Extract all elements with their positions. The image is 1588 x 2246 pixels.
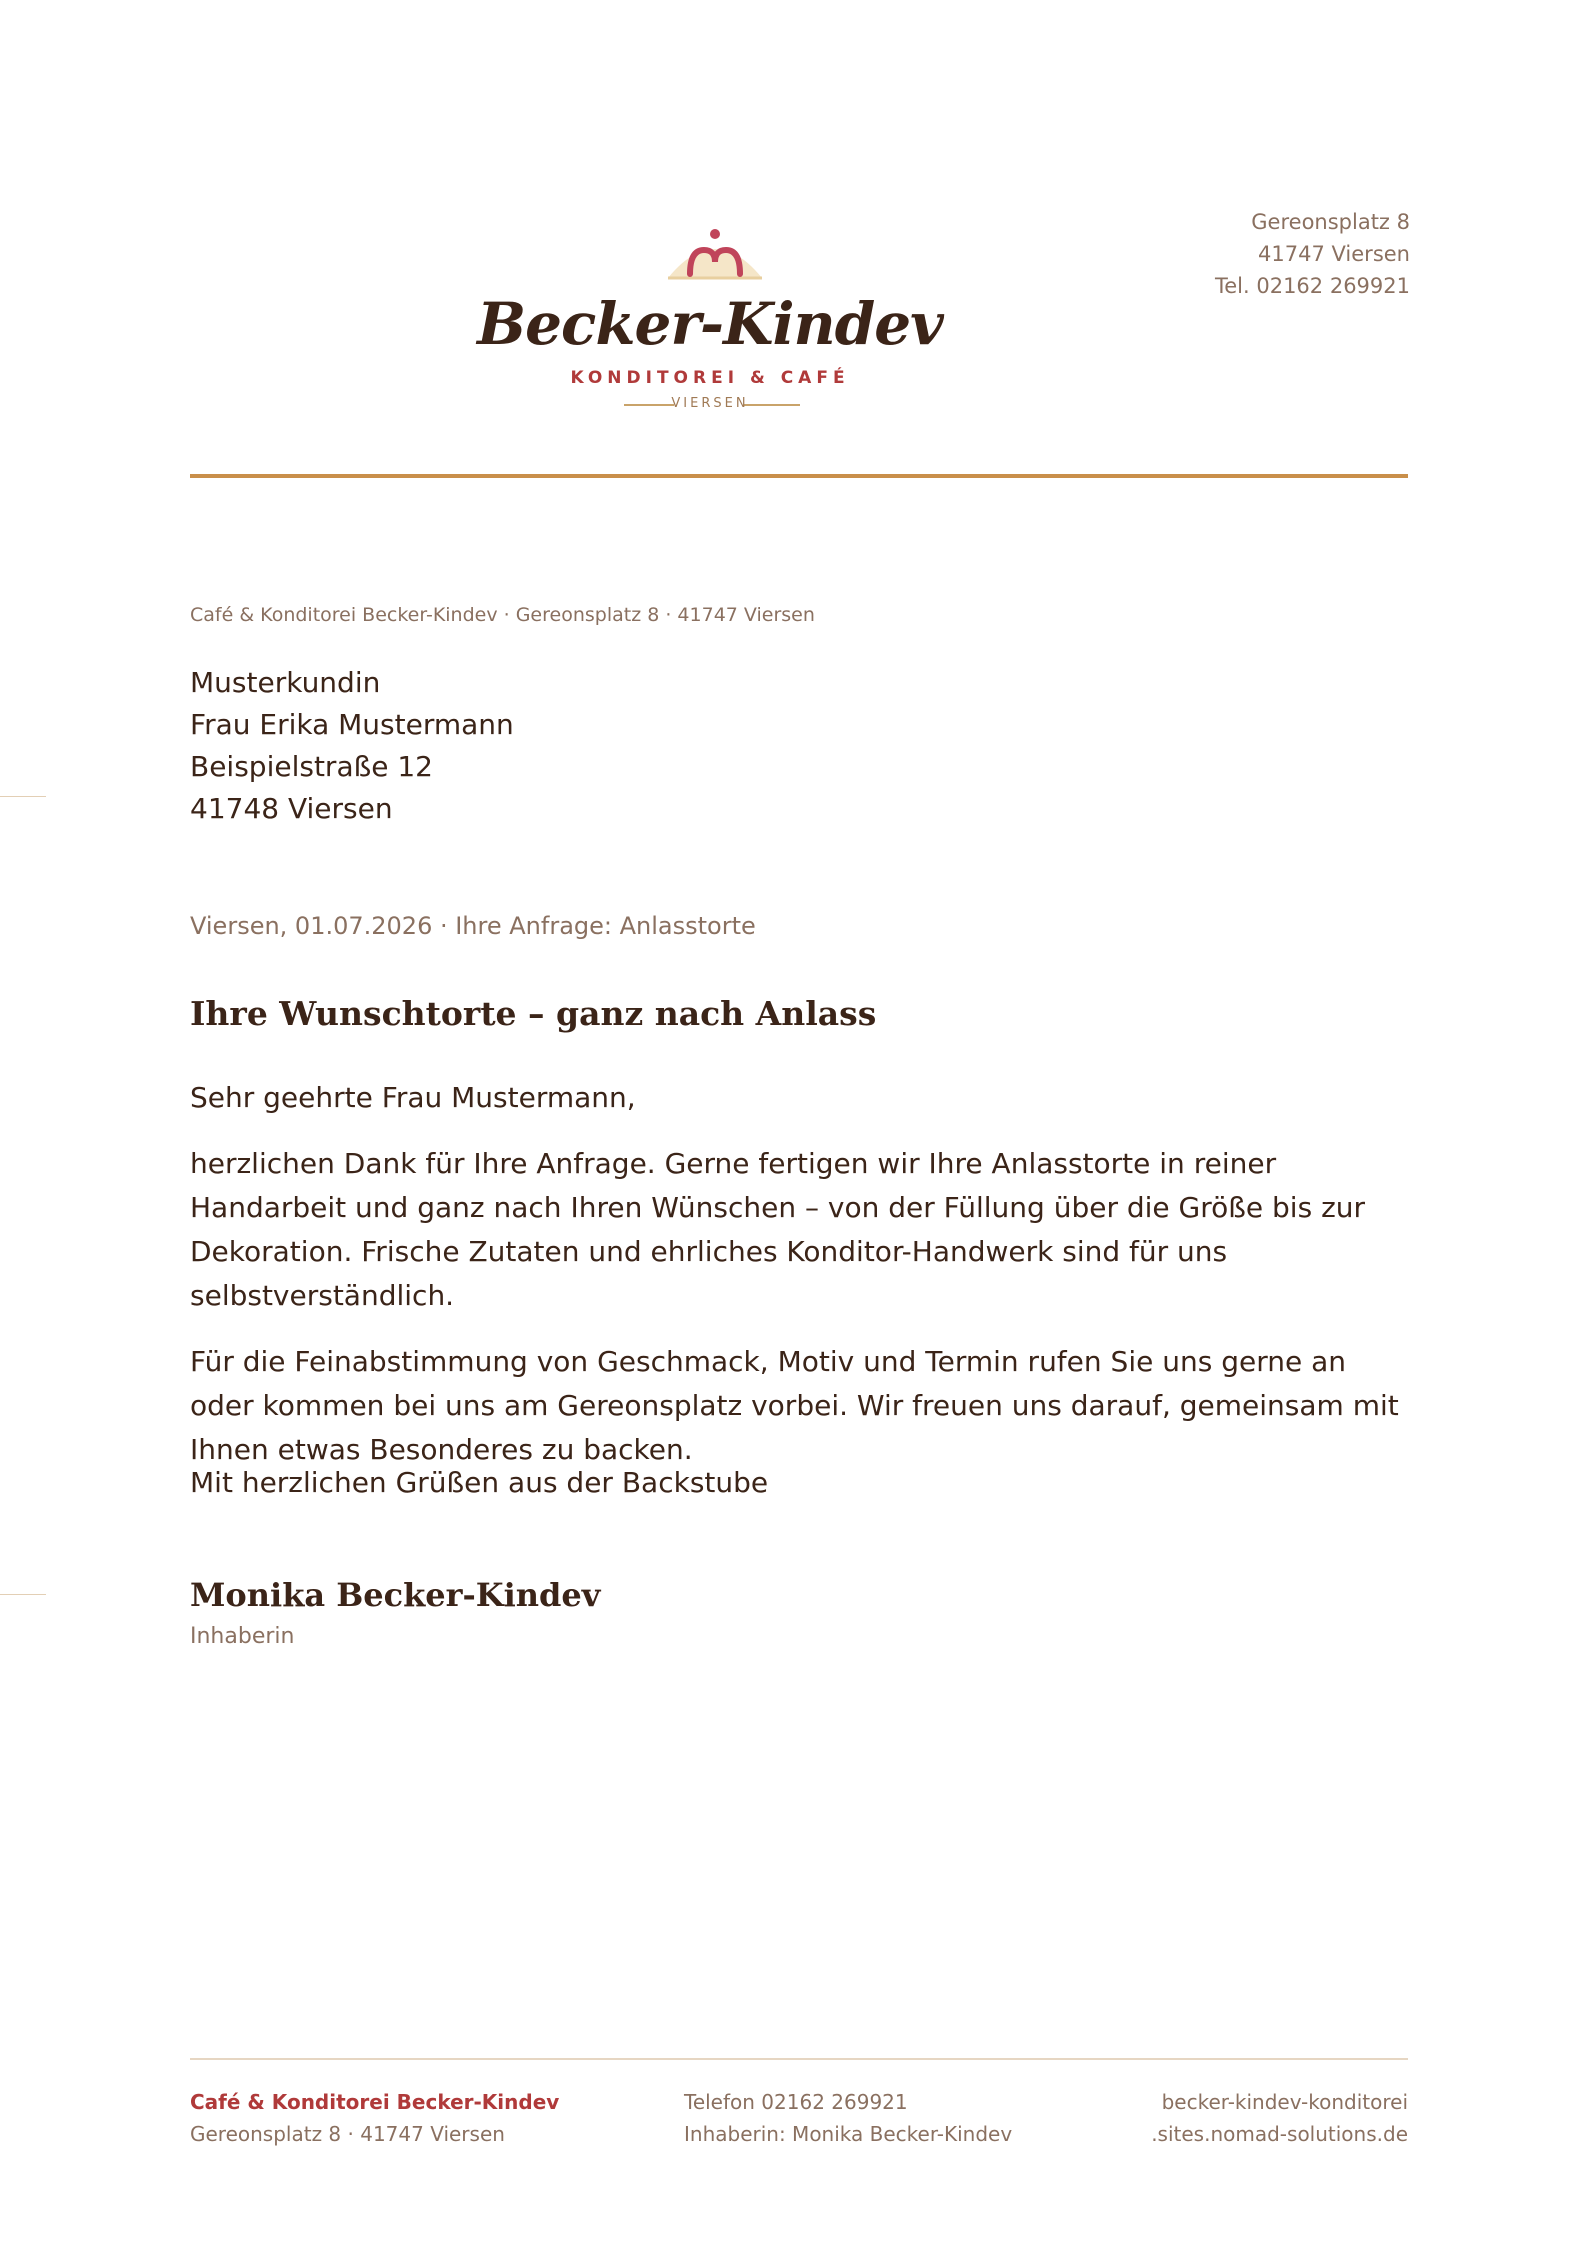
footer-company (190, 2086, 559, 2150)
footer-website (1151, 2086, 1408, 2150)
footer-contact (684, 2086, 1012, 2150)
letter-body (190, 1076, 1410, 1494)
footer-company-address: Gereonsplatz 8 · 41747 Viersen (190, 2122, 505, 2146)
body-paragraph: herzlichen Dank für Ihre Anfrage. Gerne fertigen wir Ihre Anlasstorte in reiner Handarbeit und ganz nach Ihren Wünschen – von der Füllung über die Größe bis zur Dekoration. Frische Zutaten und ehrliches Konditor-Handwerk sind für uns selbstverständlich. (190, 1147, 1366, 1312)
date-reference-line: Viersen, 01.07.2026 · Ihre Anfrage: Anlasstorte (190, 912, 756, 940)
fold-mark-top (0, 796, 46, 797)
footer-website-line: becker-kindev-konditorei (1161, 2090, 1408, 2114)
brand-city: VIERSEN (671, 396, 749, 411)
return-address: Café & Konditorei Becker-Kindev · Gereonsplatz 8 · 41747 Viersen (190, 604, 815, 626)
recipient-address (190, 662, 514, 830)
signature-name: Monika Becker-Kindev (190, 1576, 601, 1614)
sender-street: Gereonsplatz 8 (1251, 210, 1410, 234)
body-paragraph: Für die Feinabstimmung von Geschmack, Motiv und Termin rufen Sie uns gerne an oder kommen bei uns am Gereonsplatz vorbei. Wir freuen uns darauf, gemeinsam mit Ihnen etwas Besonderes zu backen. (190, 1345, 1399, 1466)
recipient-line: Beispielstraße 12 (190, 750, 433, 783)
footer-owner: Inhaberin: Monika Becker-Kindev (684, 2122, 1013, 2146)
letter-subject: Ihre Wunschtorte – ganz nach Anlass (190, 994, 877, 1033)
footer-company-name: Café & Konditorei Becker-Kindev (190, 2090, 560, 2114)
fold-mark-bottom (0, 1594, 46, 1595)
footer-phone: Telefon 02162 269921 (684, 2090, 908, 2114)
cake-logo-icon (660, 226, 770, 284)
footer-divider (190, 2058, 1408, 2060)
brand-tagline: KONDITOREI & CAFÉ (570, 368, 850, 388)
footer-website-line: .sites.nomad-solutions.de (1151, 2122, 1408, 2146)
recipient-line: Frau Erika Mustermann (190, 708, 514, 741)
signature-role: Inhaberin (190, 1624, 295, 1649)
recipient-line: 41748 Viersen (190, 792, 393, 825)
sender-address (1215, 206, 1410, 302)
header-divider (190, 474, 1408, 478)
sender-phone: Tel. 02162 269921 (1214, 274, 1410, 298)
salutation: Sehr geehrte Frau Mustermann, (190, 1081, 636, 1114)
brand-name: Becker-Kindev (477, 290, 943, 358)
closing-line: Mit herzlichen Grüßen aus der Backstube (190, 1466, 769, 1499)
sender-city: 41747 Viersen (1258, 242, 1410, 266)
recipient-line: Musterkundin (190, 666, 381, 699)
